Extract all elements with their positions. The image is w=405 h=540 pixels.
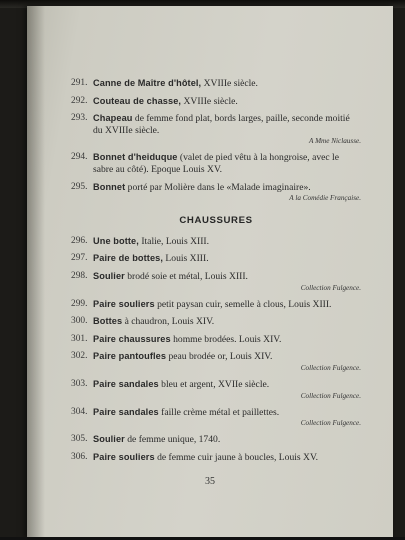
entry-number: 295. — [71, 181, 88, 192]
entry-credit: Collection Fulgence. — [300, 283, 361, 292]
entry-description: XVIIIe siècle. — [181, 95, 238, 107]
entry-text — [93, 152, 339, 175]
entry-number: 291. — [71, 78, 88, 88]
entry-item-name: Bottes — [93, 316, 123, 327]
entry-credit: A Mme Niclausse. — [309, 137, 361, 146]
entry-number: 302. — [71, 351, 88, 362]
entry-description: de femme unique, 1740. — [124, 434, 221, 446]
catalogue-entry — [71, 271, 361, 293]
entry-item-name: Bonnet d'heiduque — [93, 152, 178, 163]
entry-text — [93, 78, 258, 89]
entry-number: 301. — [71, 333, 88, 344]
entry-item-name: Bonnet — [93, 181, 126, 192]
entry-number: 306. — [71, 451, 88, 462]
catalogue-entry — [71, 96, 361, 108]
entry-description: Italie, Louis XIII. — [138, 235, 209, 247]
entry-item-name: Chapeau — [93, 113, 133, 124]
entry-text — [93, 316, 214, 327]
catalogue-entry — [71, 407, 361, 429]
section-title: CHAUSSURES — [179, 215, 253, 227]
entry-item-name: Canne de Maître d'hôtel, — [93, 78, 202, 88]
catalogue-entry — [71, 78, 361, 90]
entry-number: 292. — [71, 95, 88, 106]
entry-text — [93, 182, 311, 193]
catalogue-entry — [71, 253, 361, 265]
entry-text — [93, 113, 350, 136]
catalogue-content — [71, 78, 361, 469]
entry-item-name: Paire souliers — [93, 451, 155, 462]
entry-text — [93, 334, 281, 345]
catalogue-entry — [71, 452, 361, 464]
entry-item-name: Paire sandales — [93, 378, 159, 389]
entry-number: 303. — [71, 378, 88, 389]
entry-number: 299. — [71, 298, 88, 309]
catalogue-entry — [71, 434, 361, 446]
entry-credit: Collection Fulgence. — [300, 363, 361, 372]
entry-number: 294. — [71, 152, 88, 163]
entry-description: homme brodées. Louis XIV. — [170, 333, 282, 345]
entry-item-name: Couteau de chasse, — [93, 95, 182, 106]
entry-text — [93, 351, 272, 362]
entry-number: 297. — [71, 253, 88, 264]
entry-text — [93, 253, 209, 264]
entry-number: 300. — [71, 316, 88, 327]
entries-list-hats-canes — [71, 78, 361, 203]
entry-number: 304. — [71, 406, 88, 417]
entry-text — [93, 379, 269, 390]
entry-text — [93, 236, 209, 247]
entry-description: à chaudron, Louis XIV. — [122, 316, 215, 328]
entry-item-name: Paire chaussures — [93, 333, 171, 344]
entry-item-name: Soulier — [93, 270, 125, 281]
entry-description: de femme fond plat, bords larges, paille, seconde moitié du XVIIIe siècle. — [93, 113, 350, 136]
entries-list-footwear — [71, 236, 361, 464]
catalogue-entry — [71, 316, 361, 328]
catalogue-entry — [71, 379, 361, 401]
catalogue-entry — [71, 152, 361, 175]
entry-number: 305. — [71, 434, 88, 445]
entry-description: Louis XIII. — [163, 253, 209, 265]
catalogue-entry — [71, 236, 361, 248]
entry-item-name: Paire souliers — [93, 298, 155, 309]
entry-credit: Collection Fulgence. — [300, 391, 361, 400]
entry-credit: A la Comédie Française. — [289, 194, 361, 203]
entry-text — [93, 96, 238, 107]
catalogue-entry — [71, 351, 361, 373]
entry-description: de femme cuir jaune à boucles, Louis XV. — [154, 451, 319, 463]
page-gutter-shadow — [27, 6, 45, 538]
entry-item-name: Soulier — [93, 434, 125, 445]
book-page — [27, 6, 393, 538]
entry-text — [93, 271, 248, 282]
entry-text — [93, 434, 220, 445]
entry-number: 298. — [71, 270, 88, 281]
entry-description: petit paysan cuir, semelle à clous, Louis XIII. — [154, 298, 332, 310]
catalogue-entry — [71, 113, 361, 146]
entry-text — [93, 299, 331, 310]
entry-description: faille crème métal et paillettes. — [158, 406, 280, 418]
entry-description: peau brodée or, Louis XIV. — [166, 351, 273, 363]
entry-text — [93, 407, 279, 418]
entry-item-name: Paire pantoufles — [93, 351, 167, 362]
entry-number: 293. — [71, 113, 88, 124]
entry-text — [93, 452, 318, 463]
page-number: 35 — [205, 476, 215, 487]
entry-description: bleu et argent, XVIIe siècle. — [158, 378, 270, 390]
entry-description: (valet de pied vêtu à la hongroise, avec le sabre au côté). Epoque Louis XV. — [93, 152, 339, 175]
entry-item-name: Paire de bottes, — [93, 253, 164, 264]
entry-credit: Collection Fulgence. — [300, 419, 361, 428]
entry-description: XVIIIe siècle. — [201, 78, 258, 89]
entry-number: 296. — [71, 235, 88, 246]
entry-item-name: Une botte, — [93, 235, 139, 246]
catalogue-entry — [71, 182, 361, 204]
catalogue-entry — [71, 299, 361, 311]
entry-item-name: Paire sandales — [93, 406, 159, 417]
entry-description: porté par Molière dans le «Malade imaginaire». — [125, 181, 311, 193]
entry-description: brodé soie et métal, Louis XIII. — [124, 270, 248, 282]
catalogue-entry — [71, 334, 361, 346]
